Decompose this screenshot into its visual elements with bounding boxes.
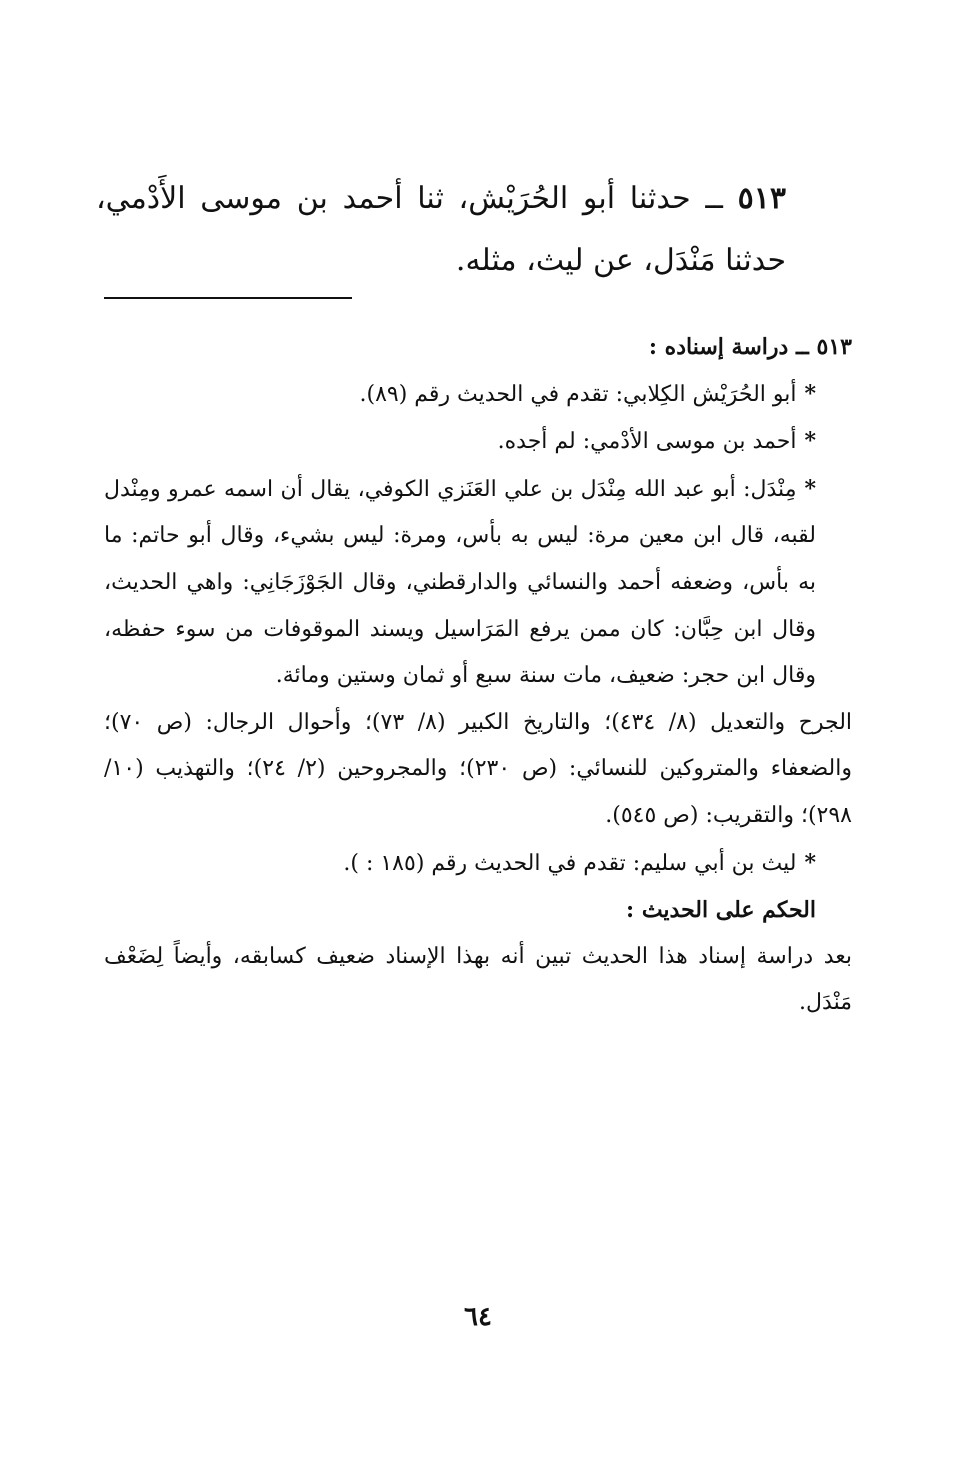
bullet-star: *	[804, 380, 816, 407]
hadith-text-block	[96, 168, 786, 292]
bullet-star: *	[804, 849, 816, 876]
footnote-separator	[104, 297, 352, 299]
hadith-body: حدثنا أبو الحُرَيْش، ثنا أحمد بن موسى الأَدْمي، حدثنا مَنْدَل، عن ليث، مثله.	[96, 181, 786, 278]
bullet-star: *	[804, 475, 816, 502]
study-heading-line	[104, 324, 852, 371]
narrator-3-references: الجرح والتعديل (٨/ ٤٣٤)؛ والتاريخ الكبير (٨/ ٧٣)؛ وأحوال الرجال: (ص ٧٠)؛ والضعفاء والمتروكين للنسائي: (ص ٢٣٠)؛ والمجروحين (٢/ ٢٤)؛ والتهذيب (١٠/ ٢٩٨)؛ والتقريب: (ص ٥٤٥).	[104, 709, 853, 828]
judgement-text: بعد دراسة إسناد هذا الحديث تبين أنه بهذا الإسناد ضعيف كسابقه، وأيضاً لِضَعْف مَنْدَل.	[104, 943, 852, 1016]
hadith-dash: ــ	[705, 181, 723, 216]
narrator-entry-3	[104, 466, 852, 700]
footnote-block	[104, 324, 852, 1027]
hadith-number: ٥١٣	[737, 181, 786, 216]
page-number: ٦٤	[464, 1302, 492, 1332]
judgement-heading: الحكم على الحديث :	[626, 897, 816, 924]
narrator-1-text: أبو الحُرَيْش الكِلابي: تقدم في الحديث رقم (٨٩).	[359, 381, 797, 407]
study-heading: دراسة إسناده :	[648, 334, 789, 360]
study-number: ٥١٣	[816, 334, 852, 360]
narrator-3-text: مِنْدَل: أبو عبد الله مِنْدَل بن علي العَنَزي الكوفي، يقال أن اسمه عمرو ومِنْدل لقبه، قال ابن معين مرة: ليس به بأس، ومرة: ليس بشيء، وقال أبو حاتم: ما به بأس، وضعفه أحمد والنسائي والدارقطني، وقال الجَوْزَجَانِي: واهي الحديث، وقال ابن حِبَّان: كان ممن يرفع المَرَاسيل ويسند الموقوفات من سوء حفظه، وقال ابن حجر: ضعيف، مات سنة سبع أو ثمان وستين ومائة.	[104, 476, 816, 689]
study-dash: ــ	[795, 334, 809, 360]
narrator-4-text: ليث بن أبي سليم: تقدم في الحديث رقم (١٨٥ : ).	[343, 850, 797, 876]
narrator-2-text: أحمد بن موسى الأدْمي: لم أجده.	[497, 429, 797, 455]
narrator-entry-4	[104, 840, 852, 888]
narrator-entry-2	[104, 418, 852, 466]
bullet-star: *	[804, 428, 816, 455]
narrator-entry-1	[104, 371, 852, 419]
